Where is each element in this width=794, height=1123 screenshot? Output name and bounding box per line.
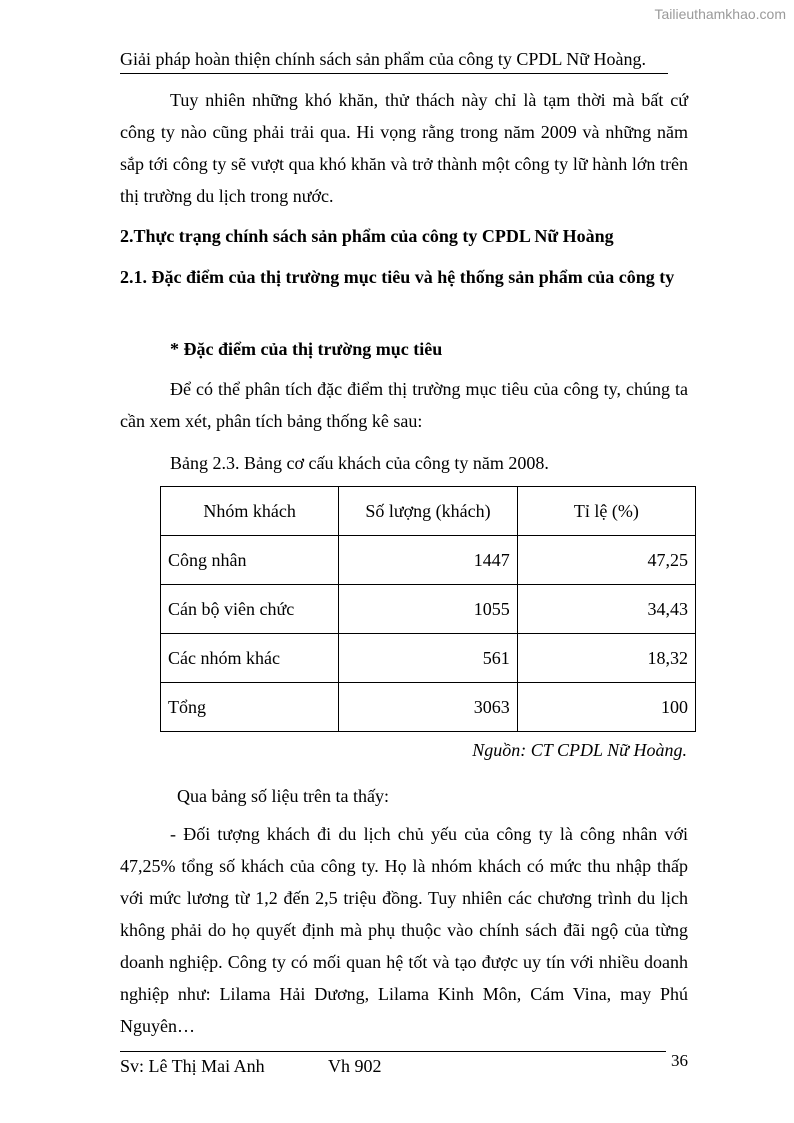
table-cell-count: 561 — [339, 634, 517, 683]
paragraph-table-intro: Để có thể phân tích đặc điểm thị trường mục tiêu của công ty, chúng ta cần xem xét, phân tích bảng thống kê sau: — [120, 379, 688, 431]
table-row — [161, 536, 696, 585]
table-cell-count: 3063 — [339, 683, 517, 732]
table-cell-group: Cán bộ viên chức — [161, 585, 339, 634]
watermark: Tailieuthamkhao.com — [654, 6, 786, 22]
paragraph-intro: Tuy nhiên những khó khăn, thử thách này chỉ là tạm thời mà bất cứ công ty nào cũng phải trải qua. Hi vọng rằng trong năm 2009 và những năm sắp tới công ty sẽ vượt qua khó khăn và trở thành một công ty lữ hành lớn trên thị trường du lịch trong nước. — [120, 90, 688, 206]
page-header: Giải pháp hoàn thiện chính sách sản phẩm của công ty CPDL Nữ Hoàng. — [120, 49, 646, 69]
paragraph-analysis: - Đối tượng khách đi du lịch chủ yếu của công ty là công nhân với 47,25% tổng số khách của công ty. Họ là nhóm khách có mức thu nhập thấp với mức lương từ 1,2 đến 2,5 triệu đồng. Tuy nhiên các chương trình du lịch không phải do họ quyết định mà phụ thuộc vào chính sách đãi ngộ của từng doanh nghiệp. Công ty có mối quan hệ tốt và tạo được uy tín với nhiều doanh nghiệp như: Lilama Hải Dương, Lilama Kinh Môn, Cám Vina, may Phú Nguyên… — [120, 824, 688, 1036]
table-cell-percent: 100 — [517, 683, 695, 732]
table-row — [161, 585, 696, 634]
table-cell-group: Tổng — [161, 683, 339, 732]
table-cell-count: 1055 — [339, 585, 517, 634]
table-cell-percent: 34,43 — [517, 585, 695, 634]
table-source: Nguồn: CT CPDL Nữ Hoàng. — [472, 740, 687, 760]
header-divider — [120, 73, 668, 74]
table-cell-group: Công nhân — [161, 536, 339, 585]
paragraph-observation: Qua bảng số liệu trên ta thấy: — [177, 786, 389, 806]
table-cell-percent: 18,32 — [517, 634, 695, 683]
table-header-cell: Số lượng (khách) — [339, 487, 517, 536]
footer-class: Vh 902 — [328, 1056, 382, 1076]
table-cell-count: 1447 — [339, 536, 517, 585]
page-number: 36 — [671, 1051, 688, 1070]
table-caption: Bảng 2.3. Bảng cơ cấu khách của công ty năm 2008. — [170, 453, 549, 473]
subheading-target-market: * Đặc điểm của thị trường mục tiêu — [170, 339, 443, 359]
section-heading-2-1: 2.1. Đặc điểm của thị trường mục tiêu và hệ thống sản phẩm của công ty — [120, 267, 675, 287]
table-cell-group: Các nhóm khác — [161, 634, 339, 683]
table-header-cell: Nhóm khách — [161, 487, 339, 536]
footer-student: Sv: Lê Thị Mai Anh — [120, 1056, 265, 1076]
table-cell-percent: 47,25 — [517, 536, 695, 585]
section-heading-2: 2.Thực trạng chính sách sản phẩm của công ty CPDL Nữ Hoàng — [120, 226, 614, 246]
customer-structure-table — [160, 486, 696, 732]
table-row-total — [161, 683, 696, 732]
table-header-cell: Tỉ lệ (%) — [517, 487, 695, 536]
footer-divider — [120, 1051, 666, 1052]
table-header-row — [161, 487, 696, 536]
table-row — [161, 634, 696, 683]
